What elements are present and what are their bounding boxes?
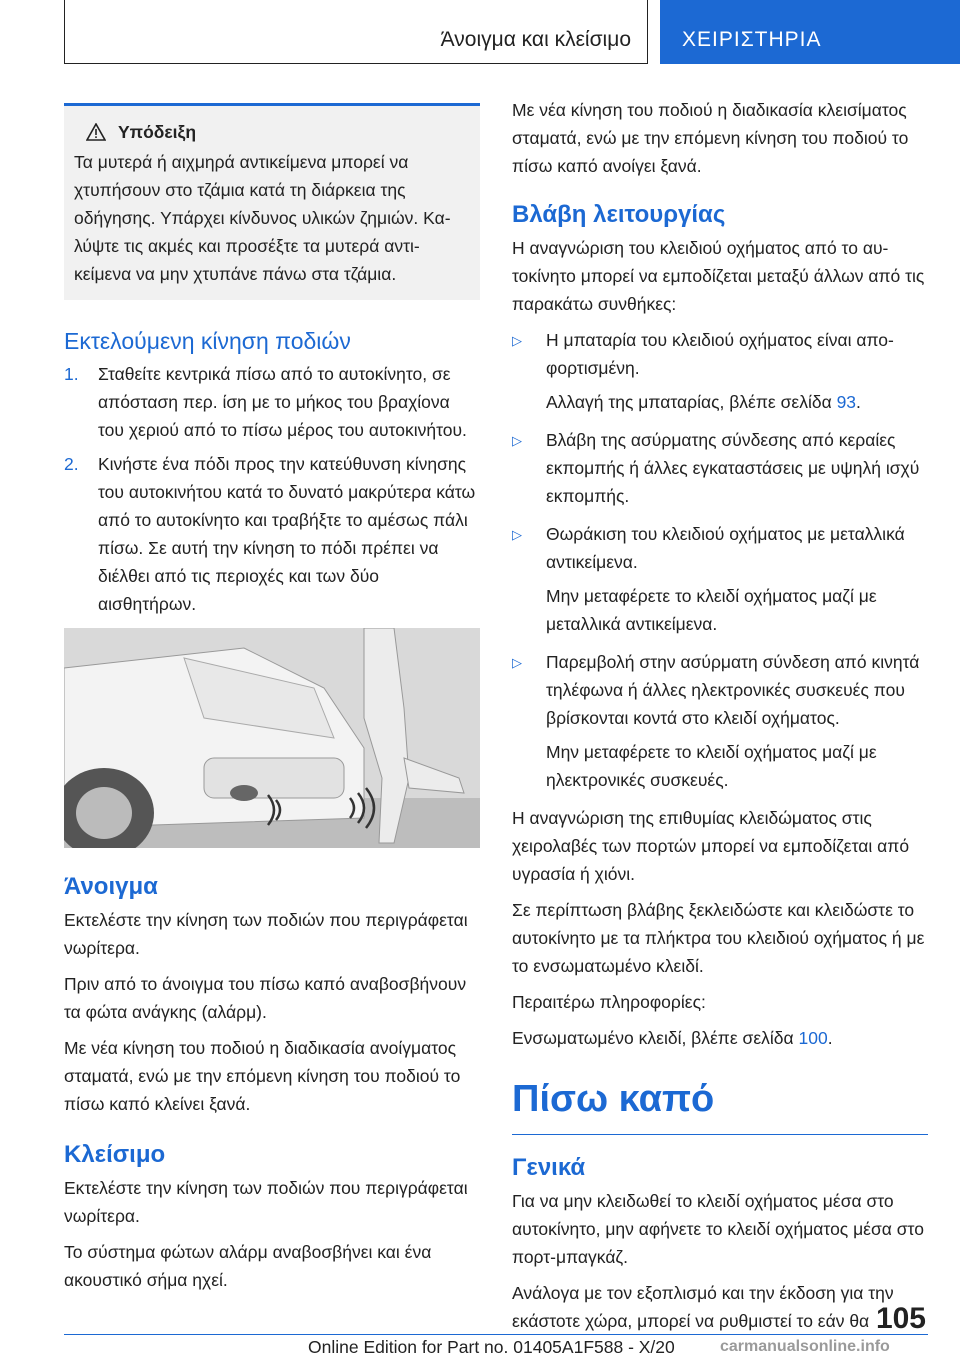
warning-title-row: [86, 118, 470, 146]
header-section-title: ΧΕΙΡΙΣΤΗΡΙΑ: [682, 28, 822, 51]
heading-divider: [512, 1134, 928, 1135]
list-item: [512, 326, 928, 422]
opening-paragraph-3: Με νέα κίνηση του ποδιού η διαδικασία ανοίγματος σταματά, ενώ με την επόμενη κίνηση του ποδιού το πίσω καπό κλείνει ξανά.: [64, 1038, 461, 1114]
bullet-subtext: Αλλαγή της μπαταρίας, βλέπε σελίδα 93.: [546, 392, 861, 412]
general-heading: Γενικά: [512, 1154, 586, 1181]
bullet-text: Βλάβη της ασύρματης σύνδεσης από κεραίες εκπομπής ή άλλες εγκαταστάσεις με υψηλή ισχύ εκπομπής.: [546, 430, 920, 506]
warning-title: Υπόδειξη: [118, 122, 197, 142]
step-number: 1.: [64, 364, 79, 384]
bullet-subtext: Μην μεταφέρετε το κλειδί οχήματος μαζί με μεταλλικά αντικείμενα.: [546, 586, 877, 634]
foot-gesture-illustration: [64, 628, 480, 848]
closing-paragraph-1: Εκτελέστε την κίνηση των ποδιών που περιγράφεται νωρίτερα.: [64, 1178, 468, 1226]
list-item: [64, 450, 480, 618]
rear-lid-paragraph-2: Ανάλογα με τον εξοπλισμό και την έκδοση για την εκάστοτε χώρα, μπορεί να ρυθμιστεί το εάν θα: [512, 1283, 894, 1331]
page-link-100[interactable]: 100: [798, 1028, 828, 1048]
right-column: [512, 96, 928, 1343]
bullet-text: Η μπαταρία του κλειδιού οχήματος είναι αποφορτισμένη.: [546, 330, 894, 378]
malfunction-paragraph-2: Σε περίπτωση βλάβης ξεκλειδώστε και κλειδώστε το αυτοκίνητο με τα πλήκτρα του κλειδιού οχήματος ή με το ενσωματωμένο κλειδί.: [512, 900, 925, 976]
malfunction-paragraph-3: Περαιτέρω πληροφορίες:: [512, 992, 706, 1012]
header-chapter-box: [64, 0, 648, 64]
bullet-triangle-icon: ▷: [512, 527, 522, 542]
list-item: [512, 520, 928, 644]
footer-divider: [64, 1334, 928, 1335]
bullet-triangle-icon: ▷: [512, 655, 522, 670]
warning-triangle-icon: [86, 123, 106, 141]
malfunction-intro: Η αναγνώριση του κλειδιού οχήματος από το αυτοκίνητο μπορεί να εμποδίζεται μεταξύ άλλων από τις παρακάτω συνθήκες:: [512, 238, 925, 314]
list-item: [512, 426, 928, 516]
footer-edition: Online Edition for Part no. 01405A1F588 - X/20: [308, 1337, 675, 1357]
left-column: [64, 103, 480, 1302]
foot-motion-heading: Εκτελούμενη κίνηση ποδιών: [64, 328, 351, 354]
bullet-triangle-icon: ▷: [512, 333, 522, 348]
rear-lid-heading: Πίσω καπό: [512, 1078, 715, 1120]
bullet-text: Παρεμβολή στην ασύρματη σύνδεση από κινητά τηλέφωνα ή άλλες ηλεκτρονικές συσκευές που βρίσκονται κοντά στο κλειδί οχήματος.: [546, 652, 920, 728]
page-number: 105: [875, 1302, 926, 1335]
step-text: Κινήστε ένα πόδι προς την κατεύθυνση κίνησης του αυτοκινήτου κατά το δυνατό μακρύτερα κάτω από το αυτοκίνητο και τραβήξτε το αμέσως πάλι πίσω. Σε αυτή την κίνηση το πόδι πρέπει να διέλθει από τις περιοχές και των δύο αισθητήρων.: [98, 454, 476, 614]
closing-paragraph-2: Το σύστημα φώτων αλάρμ αναβοσβήνει και ένα ακουστικό σήμα ηχεί.: [64, 1242, 432, 1290]
warning-box: [64, 103, 480, 300]
step-number: 2.: [64, 454, 79, 474]
list-item: [64, 360, 480, 444]
list-item: [512, 648, 928, 800]
header-section-tab: [660, 0, 960, 64]
warning-text: Τα μυτερά ή αιχμηρά αντικείμενα μπορεί να χτυπήσουν στο τζάμια κατά τη διάρκεια της οδήγησης. Υπάρχει κίνδυνος υλικών ζημιών. Καλύψτε τις ακμές και προσέξτε τα μυτερά αντικείμενα να μην χτυπάνε πάνω στα τζάμια.: [74, 152, 451, 284]
header-chapter-title: Άνοιγμα και κλείσιμο: [440, 28, 631, 51]
page-link-93[interactable]: 93: [836, 392, 857, 412]
malfunction-paragraph-1: Η αναγνώριση της επιθυμίας κλειδώματος στις χειρολαβές των πορτών μπορεί να εμποδίζεται από υγρασία ή χιόνι.: [512, 808, 910, 884]
malfunction-paragraph-4: Ενσωματωμένο κλειδί, βλέπε σελίδα 100.: [512, 1028, 833, 1048]
closing-paragraph-3: Με νέα κίνηση του ποδιού η διαδικασία κλεισίματος σταματά, ενώ με την επόμενη κίνηση του ποδιού το πίσω καπό ανοίγει ξανά.: [512, 100, 909, 176]
opening-paragraph-2: Πριν από το άνοιγμα του πίσω καπό αναβοσβήνουν τα φώτα ανάγκης (αλάρμ).: [64, 974, 467, 1022]
opening-paragraph-1: Εκτελέστε την κίνηση των ποδιών που περιγράφεται νωρίτερα.: [64, 910, 468, 958]
watermark-logo: carmanualsonline.info: [720, 1338, 890, 1355]
bullet-triangle-icon: ▷: [512, 433, 522, 448]
bullet-subtext: Μην μεταφέρετε το κλειδί οχήματος μαζί με ηλεκτρονικές συσκευές.: [546, 742, 877, 790]
opening-heading: Άνοιγμα: [64, 873, 158, 900]
malfunction-heading: Βλάβη λειτουργίας: [512, 201, 726, 228]
bullet-text: Θωράκιση του κλειδιού οχήματος με μεταλλικά αντικείμενα.: [546, 524, 905, 572]
closing-heading: Κλείσιμο: [64, 1141, 166, 1168]
rear-lid-paragraph-1: Για να μην κλειδωθεί το κλειδί οχήματος μέσα στο αυτοκίνητο, μην αφήνετε το κλειδί οχήματος μέσα στο πορτ-μπαγκάζ.: [512, 1191, 924, 1267]
step-text: Σταθείτε κεντρικά πίσω από το αυτοκίνητο, σε απόσταση περ. ίση με το μήκος του βραχίονα του χεριού από το πίσω μέρος του αυτοκινήτου.: [98, 364, 467, 440]
